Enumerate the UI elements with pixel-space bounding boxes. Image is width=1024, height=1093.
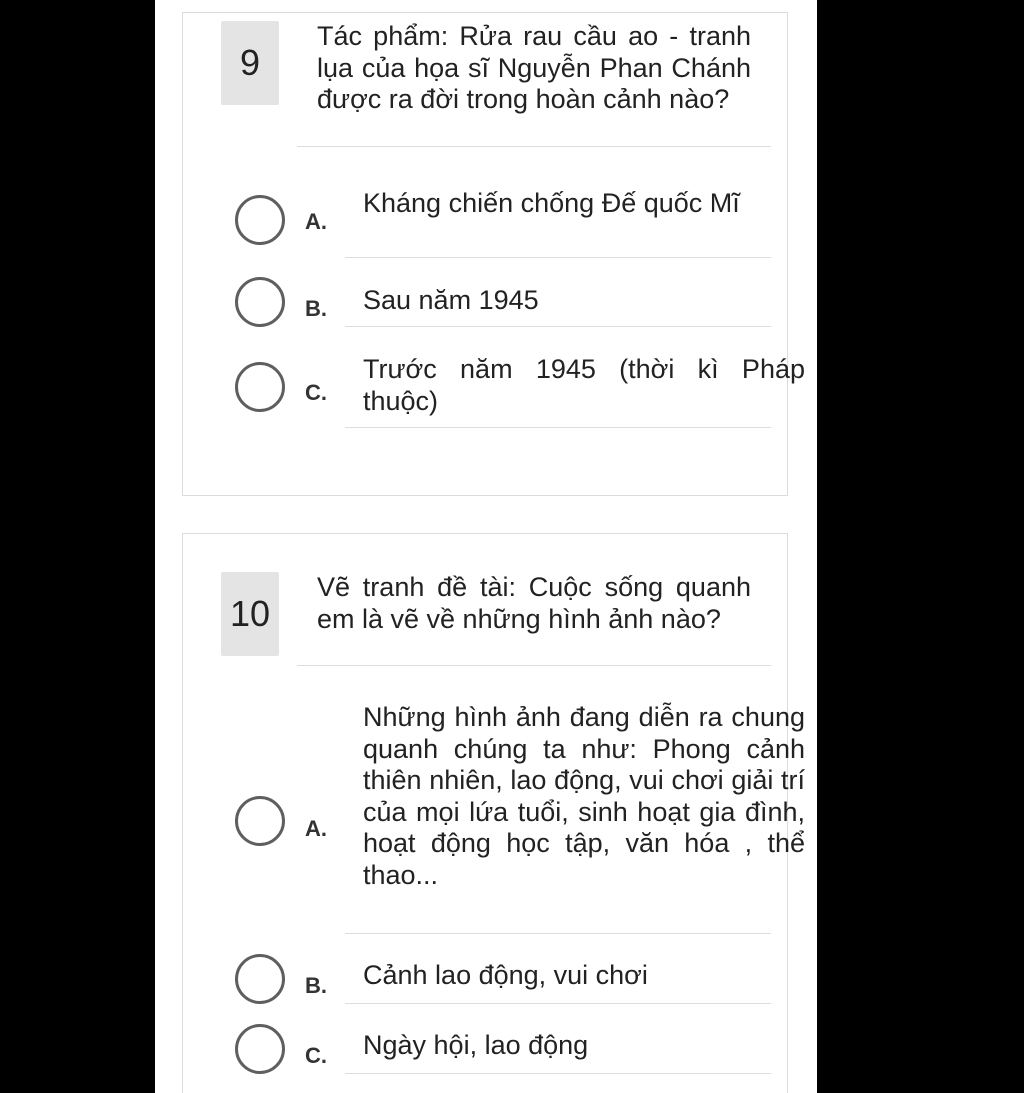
option-letter: A. bbox=[305, 209, 327, 234]
radio-button[interactable] bbox=[235, 796, 285, 846]
divider bbox=[297, 665, 771, 666]
question-number-badge: 9 bbox=[221, 21, 279, 105]
option-letter: B. bbox=[305, 973, 327, 998]
radio-button[interactable] bbox=[235, 195, 285, 245]
divider bbox=[345, 1003, 771, 1004]
divider bbox=[297, 146, 771, 147]
radio-button[interactable] bbox=[235, 954, 285, 1004]
question-card-10 bbox=[182, 533, 805, 1093]
radio-button[interactable] bbox=[235, 277, 285, 327]
radio-button[interactable] bbox=[235, 1024, 285, 1074]
divider bbox=[345, 933, 771, 934]
divider bbox=[345, 257, 771, 258]
option-text: Những hình ảnh đang diễn ra chung quanh chúng ta như: Phong cảnh thiên nhiên, lao động, vui chơi giải trí của mọi lứa tuổi, sinh hoạt gia đình, hoạt động học tập, văn hóa , thể thao... bbox=[363, 702, 805, 890]
divider bbox=[345, 326, 771, 327]
question-text: Vẽ tranh đề tài: Cuộc sống quanh em là vẽ về những hình ảnh nào? bbox=[317, 572, 751, 634]
option-text: Sau năm 1945 bbox=[363, 285, 539, 315]
option-text: Kháng chiến chống Đế quốc Mĩ bbox=[363, 188, 740, 218]
question-number-badge: 10 bbox=[221, 572, 279, 656]
option-letter: A. bbox=[305, 816, 327, 841]
option-c[interactable] bbox=[235, 1021, 771, 1077]
option-b[interactable] bbox=[235, 275, 771, 329]
option-b[interactable] bbox=[235, 951, 771, 1005]
radio-button[interactable] bbox=[235, 362, 285, 412]
question-text: Tác phẩm: Rửa rau cầu ao - tranh lụa của họa sĩ Nguyễn Phan Chánh được ra đời trong hoàn cảnh nào? bbox=[317, 21, 751, 114]
quiz-page bbox=[155, 0, 817, 1093]
option-text: Cảnh lao động, vui chơi bbox=[363, 960, 648, 990]
option-text: Trước năm 1945 (thời kì Pháp thuộc) bbox=[363, 354, 805, 416]
divider bbox=[345, 1073, 771, 1074]
option-text: Ngày hội, lao động bbox=[363, 1030, 589, 1060]
option-letter: C. bbox=[305, 1043, 327, 1068]
question-card-9 bbox=[182, 12, 805, 496]
option-c[interactable] bbox=[235, 354, 805, 429]
option-a[interactable] bbox=[235, 702, 805, 935]
option-letter: B. bbox=[305, 296, 327, 321]
divider bbox=[345, 427, 771, 428]
option-letter: C. bbox=[305, 380, 327, 405]
option-a[interactable] bbox=[235, 188, 771, 258]
